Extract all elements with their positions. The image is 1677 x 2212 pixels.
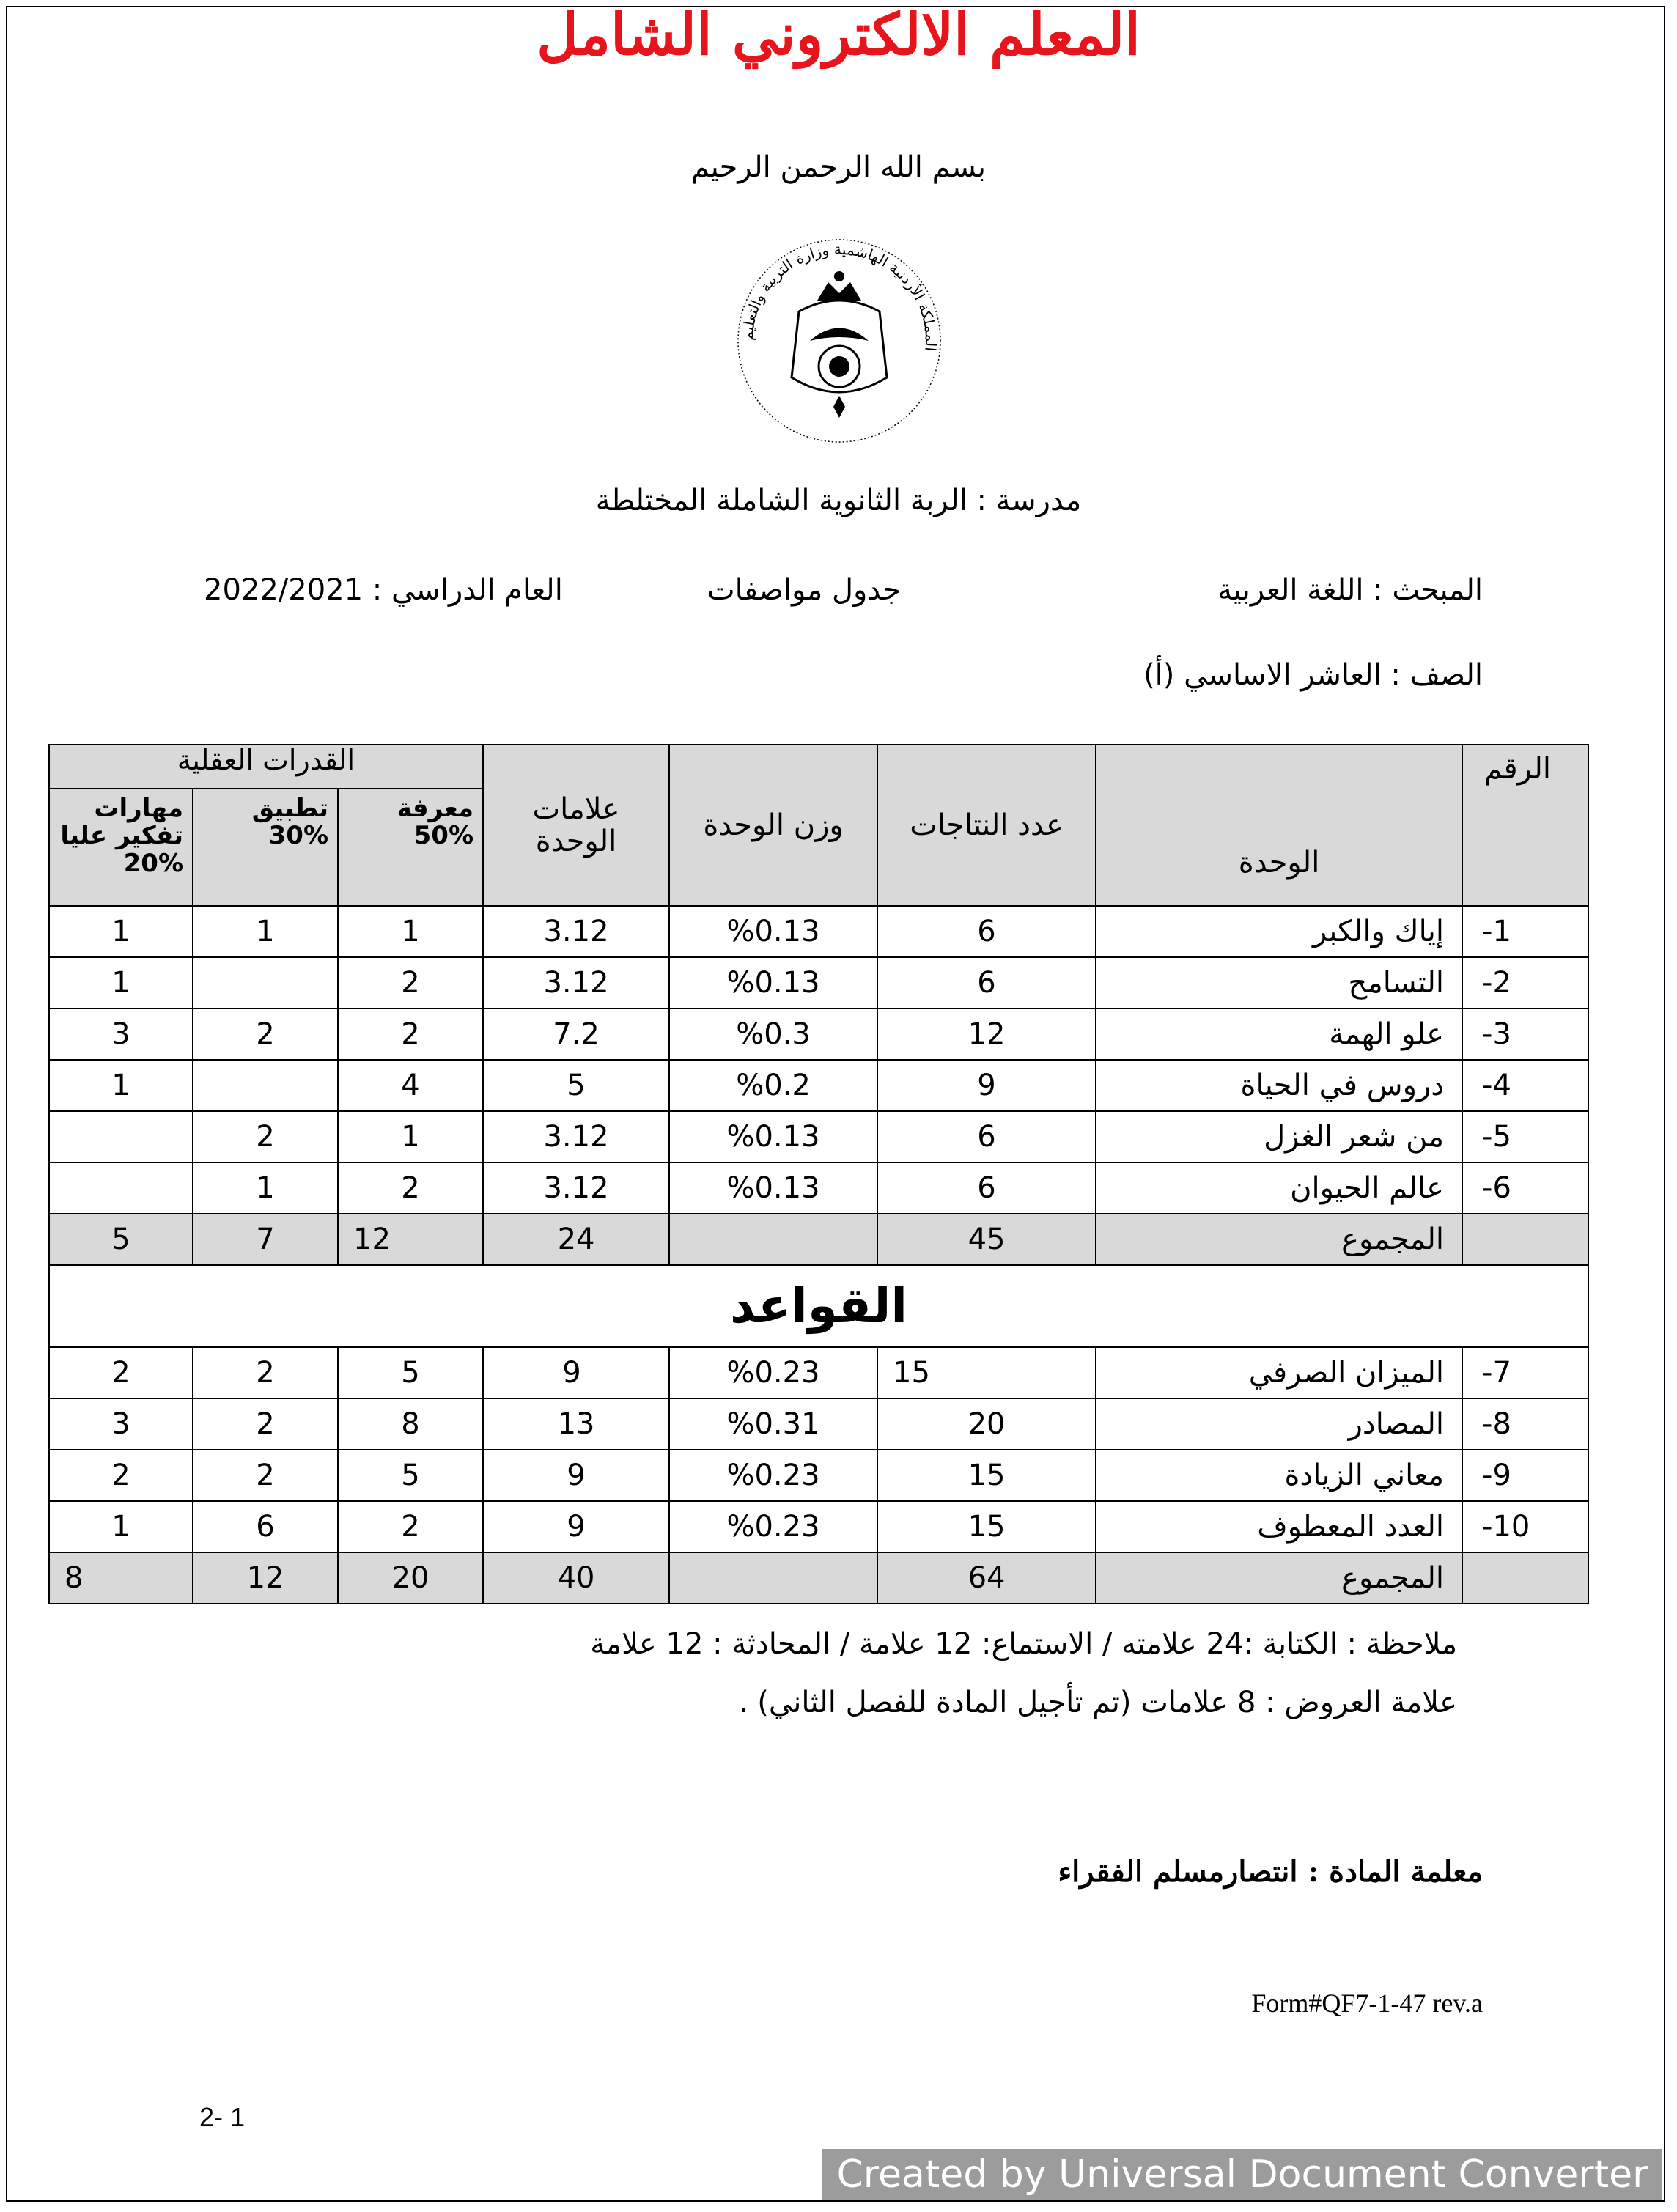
table-row — [49, 1111, 1588, 1162]
school-year: العام الدراسي : 2022/2021 — [204, 573, 563, 607]
row-outcomes: 15 — [877, 1450, 1096, 1501]
row-unit: معاني الزيادة — [1096, 1450, 1462, 1501]
row-weight: %0.13 — [669, 1162, 877, 1214]
table-row — [49, 1009, 1588, 1060]
row-higher: 1 — [49, 1501, 193, 1552]
row-weight: %0.23 — [669, 1450, 877, 1501]
row-application — [193, 1060, 338, 1111]
row-higher: 1 — [49, 906, 193, 957]
total-num-empty — [1462, 1552, 1588, 1604]
page-number: 2- 1 — [199, 2102, 246, 2132]
school-name: مدرسة : الربة الثانوية الشاملة المختلطة — [595, 484, 1082, 517]
total-knowledge: 20 — [338, 1552, 483, 1604]
row-higher: 1 — [49, 1060, 193, 1111]
total-application: 7 — [193, 1214, 338, 1265]
converter-watermark: Created by Universal Document Converter — [822, 2149, 1662, 2200]
row-higher: 3 — [49, 1398, 193, 1450]
row-application: 2 — [193, 1398, 338, 1450]
total-weight-empty — [669, 1552, 877, 1604]
row-weight: %0.31 — [669, 1398, 877, 1450]
row-marks: 7.2 — [483, 1009, 669, 1060]
header-knowledge: معرفة %50 — [338, 789, 483, 906]
row-outcomes: 12 — [877, 1009, 1096, 1060]
row-higher: 2 — [49, 1347, 193, 1398]
row-unit: المصادر — [1096, 1398, 1462, 1450]
row-weight: %0.3 — [669, 1009, 877, 1060]
row-outcomes: 15 — [877, 1347, 1096, 1398]
row-num: 2- — [1462, 957, 1588, 1009]
total-label: المجموع — [1096, 1552, 1462, 1604]
row-marks: 13 — [483, 1398, 669, 1450]
row-num: 1- — [1462, 906, 1588, 957]
row-weight: %0.13 — [669, 1111, 877, 1162]
header-marks: علامات الوحدة — [483, 745, 669, 906]
row-weight: %0.23 — [669, 1347, 877, 1398]
row-outcomes: 20 — [877, 1398, 1096, 1450]
header-higher-thinking: مهارات تفكير عليا %20 — [49, 789, 193, 906]
row-higher: 3 — [49, 1009, 193, 1060]
emblem-ring-text: المملكة الأردنية الهاشمية وزارة التربية والتعليم — [738, 240, 940, 353]
total-label: المجموع — [1096, 1214, 1462, 1265]
table-row — [49, 1347, 1588, 1398]
row-marks: 3.12 — [483, 957, 669, 1009]
row-marks: 3.12 — [483, 1162, 669, 1214]
row-knowledge: 1 — [338, 1111, 483, 1162]
row-application: 1 — [193, 1162, 338, 1214]
header-num: الرقم — [1462, 745, 1588, 906]
table-row — [49, 1162, 1588, 1214]
total-higher: 5 — [49, 1214, 193, 1265]
total-weight-empty — [669, 1214, 877, 1265]
row-knowledge: 2 — [338, 1009, 483, 1060]
row-application: 2 — [193, 1450, 338, 1501]
row-knowledge: 2 — [338, 1162, 483, 1214]
row-num: 7- — [1462, 1347, 1588, 1398]
total-marks: 24 — [483, 1214, 669, 1265]
header-application: تطبيق %30 — [193, 789, 338, 906]
total-outcomes: 45 — [877, 1214, 1096, 1265]
row-application: 6 — [193, 1501, 338, 1552]
row-unit: علو الهمة — [1096, 1009, 1462, 1060]
note-prosody: علامة العروض : 8 علامات (تم تأجيل المادة للفصل الثاني) . — [738, 1686, 1457, 1719]
row-knowledge: 1 — [338, 906, 483, 957]
header-unit: الوحدة — [1096, 745, 1462, 906]
form-code: Form#QF7-1-47 rev.a — [1251, 1988, 1483, 2018]
total-row — [49, 1552, 1588, 1604]
row-marks: 9 — [483, 1501, 669, 1552]
row-outcomes: 9 — [877, 1060, 1096, 1111]
row-num: 5- — [1462, 1111, 1588, 1162]
table-row — [49, 1398, 1588, 1450]
row-outcomes: 6 — [877, 957, 1096, 1009]
row-knowledge: 2 — [338, 1501, 483, 1552]
specification-table — [48, 744, 1589, 1604]
row-higher: 1 — [49, 957, 193, 1009]
row-num: 10- — [1462, 1501, 1588, 1552]
row-unit: إياك والكبر — [1096, 906, 1462, 957]
row-application — [193, 957, 338, 1009]
row-num: 4- — [1462, 1060, 1588, 1111]
row-weight: %0.13 — [669, 906, 877, 957]
header-outcomes: عدد النتاجات — [877, 745, 1096, 906]
row-knowledge: 5 — [338, 1450, 483, 1501]
row-weight: %0.2 — [669, 1060, 877, 1111]
row-application: 1 — [193, 906, 338, 957]
row-unit: عالم الحيوان — [1096, 1162, 1462, 1214]
row-num: 6- — [1462, 1162, 1588, 1214]
note-marks: ملاحظة : الكتابة :24 علامته / الاستماع: 12 علامة / المحادثة : 12 علامة — [590, 1627, 1457, 1661]
row-higher — [49, 1111, 193, 1162]
table-row — [49, 1501, 1588, 1552]
row-unit: التسامح — [1096, 957, 1462, 1009]
total-row — [49, 1214, 1588, 1265]
basmala: بسم الله الرحمن الرحيم — [690, 150, 987, 184]
table-row — [49, 1060, 1588, 1111]
row-outcomes: 15 — [877, 1501, 1096, 1552]
total-knowledge: 12 — [338, 1214, 483, 1265]
total-marks: 40 — [483, 1552, 669, 1604]
row-unit: من شعر الغزل — [1096, 1111, 1462, 1162]
row-higher — [49, 1162, 193, 1214]
grade-label: الصف : العاشر الاساسي (أ) — [1143, 658, 1483, 692]
row-unit: العدد المعطوف — [1096, 1501, 1462, 1552]
header-abilities: القدرات العقلية — [49, 745, 483, 789]
teacher-name: معلمة المادة : انتصارمسلم الفقراء — [1058, 1854, 1483, 1889]
total-outcomes: 64 — [877, 1552, 1096, 1604]
total-higher: 8 — [49, 1552, 193, 1604]
row-num: 3- — [1462, 1009, 1588, 1060]
row-knowledge: 2 — [338, 957, 483, 1009]
table-row — [49, 957, 1588, 1009]
subject-label: المبحث : اللغة العربية — [1217, 573, 1483, 607]
row-outcomes: 6 — [877, 1111, 1096, 1162]
row-knowledge: 4 — [338, 1060, 483, 1111]
row-num: 9- — [1462, 1450, 1588, 1501]
row-unit: دروس في الحياة — [1096, 1060, 1462, 1111]
row-weight: %0.23 — [669, 1501, 877, 1552]
row-knowledge: 5 — [338, 1347, 483, 1398]
row-outcomes: 6 — [877, 906, 1096, 957]
row-weight: %0.13 — [669, 957, 877, 1009]
row-marks: 3.12 — [483, 906, 669, 957]
total-num-empty — [1462, 1214, 1588, 1265]
table-header-row — [49, 745, 1588, 789]
header-weight: وزن الوحدة — [669, 745, 877, 906]
row-marks: 5 — [483, 1060, 669, 1111]
site-title: المعلم الالكتروني الشامل — [537, 1, 1140, 68]
row-application: 2 — [193, 1111, 338, 1162]
table-row — [49, 906, 1588, 957]
total-application: 12 — [193, 1552, 338, 1604]
jordan-coat-of-arms-icon — [729, 231, 949, 451]
row-knowledge: 8 — [338, 1398, 483, 1450]
row-application: 2 — [193, 1347, 338, 1398]
row-unit: الميزان الصرفي — [1096, 1347, 1462, 1398]
table-row — [49, 1450, 1588, 1501]
section-title: القواعد — [49, 1265, 1588, 1347]
row-marks: 9 — [483, 1347, 669, 1398]
row-marks: 3.12 — [483, 1111, 669, 1162]
row-num: 8- — [1462, 1398, 1588, 1450]
document-type: جدول مواصفات — [707, 573, 902, 607]
row-application: 2 — [193, 1009, 338, 1060]
row-marks: 9 — [483, 1450, 669, 1501]
row-higher: 2 — [49, 1450, 193, 1501]
section-row — [49, 1265, 1588, 1347]
row-outcomes: 6 — [877, 1162, 1096, 1214]
